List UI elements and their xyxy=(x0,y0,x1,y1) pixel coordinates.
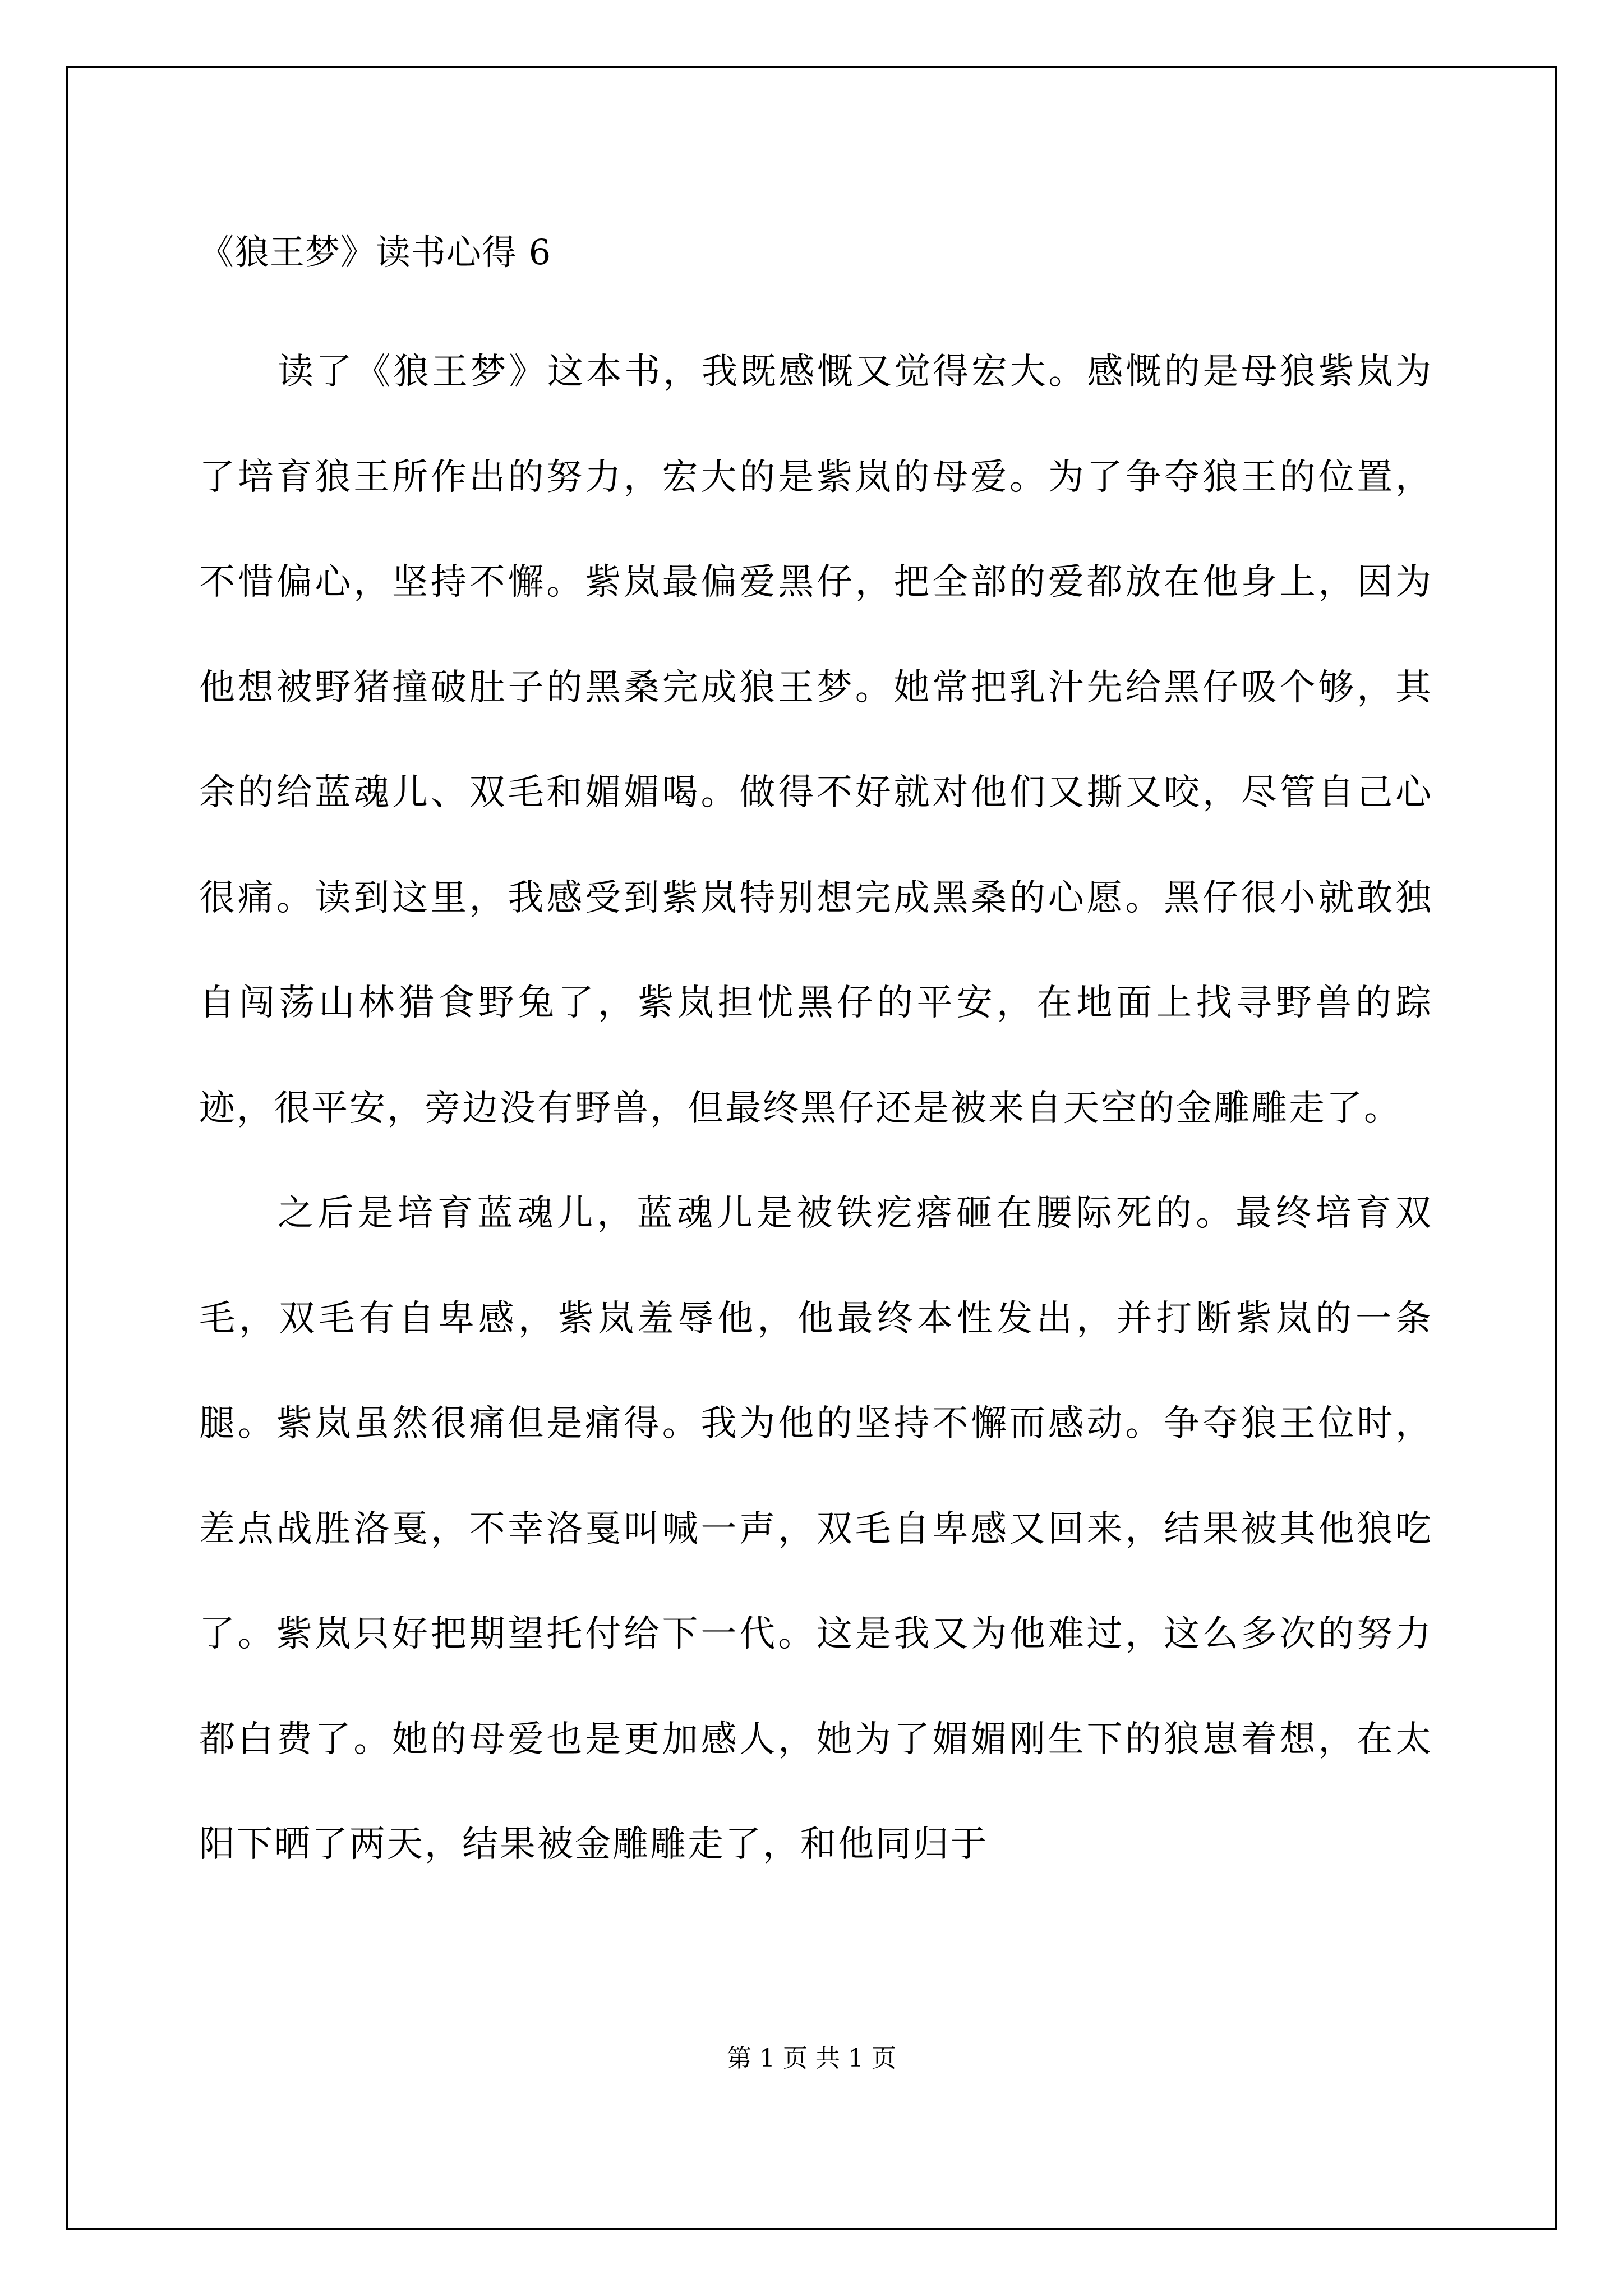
document-body xyxy=(199,320,1433,1898)
page-footer: 第 1 页 共 1 页 xyxy=(727,2044,896,2073)
paragraph-2: 之后是培育蓝魂儿，蓝魂儿是被铁疙瘩砸在腰际死的。最终培育双毛，双毛有自卑感，紫岚羞辱他，他最终本性发出，并打断紫岚的一条腿。紫岚虽然很痛但是痛得。我为他的坚持不懈而感动。争夺狼王位时，差点战胜洛戛，不幸洛戛叫喊一声，双毛自卑感又回来，结果被其他狼吃了。紫岚只好把期望托付给下一代。这是我又为他难过，这么多次的努力都白费了。她的母爱也是更加感人，她为了媚媚刚生下的狼崽着想，在太阳下晒了两天，结果被金雕雕走了，和他同归于 xyxy=(199,1193,1433,1865)
document-title: 《狼王梦》读书心得 6 xyxy=(199,232,552,273)
paragraph-1: 读了《狼王梦》这本书，我既感慨又觉得宏大。感慨的是母狼紫岚为了培育狼王所作出的努力，宏大的是紫岚的母爱。为了争夺狼王的位置，不惜偏心，坚持不懈。紫岚最偏爱黑仔，把全部的爱都放在他身上，因为他想被野猪撞破肚子的黑桑完成狼王梦。她常把乳汁先给黑仔吸个够，其余的给蓝魂儿、双毛和媚媚喝。做得不好就对他们又撕又咬，尽管自己心很痛。读到这里，我感受到紫岚特别想完成黑桑的心愿。黑仔很小就敢独自闯荡山林猎食野兔了，紫岚担忧黑仔的平安，在地面上找寻野兽的踪迹，很平安，旁边没有野兽，但最终黑仔还是被来自天空的金雕雕走了。 xyxy=(199,351,1433,1129)
